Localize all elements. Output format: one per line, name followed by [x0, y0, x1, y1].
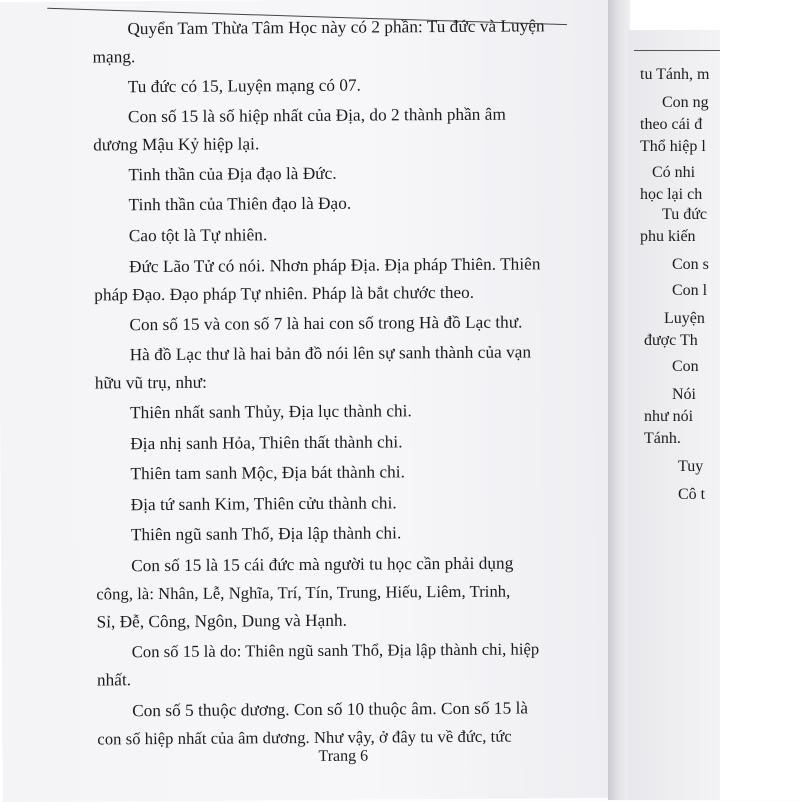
text-line: Tinh thần của Thiên đạo là Đạo. — [128, 193, 352, 215]
text-line: Con s — [672, 256, 709, 273]
text-line: Tu đức — [662, 206, 707, 223]
text-line: Tu đức có 15, Luyện mạng có 07. — [127, 75, 362, 97]
text-line: Tuy — [678, 458, 704, 475]
text-line: Địa nhị sanh Hỏa, Thiên thất thành chi. — [130, 432, 403, 454]
header-rule — [634, 50, 720, 51]
text-line: Tinh thần của Địa đạo là Đức. — [128, 163, 337, 185]
text-line: Đức Lão Tử có nói. Nhơn pháp Địa. Địa pháp Thiên. Thiên — [128, 254, 541, 277]
text-line: Cô t — [678, 486, 706, 503]
text-line: Tánh. — [644, 430, 681, 447]
text-line: Cao tột là Tự nhiên. — [128, 225, 268, 246]
text-line: Hà đồ Lạc thư là hai bản đồ nói lên sự sanh thành của vạn — [129, 342, 532, 365]
text-line: Con số 5 thuộc dương. Con số 10 thuộc âm. Con số 15 là — [132, 698, 529, 721]
text-line: theo cái đ — [640, 116, 703, 133]
book-gutter — [608, 0, 630, 800]
text-line: Con số 15 và con số 7 là hai con số trong Hà đồ Lạc thư. — [129, 312, 523, 335]
text-line: mạng. — [92, 47, 136, 67]
text-line: Con — [672, 358, 699, 375]
background — [720, 0, 800, 800]
text-line: pháp Đạo. Đạo pháp Tự nhiên. Pháp là bắt chước theo. — [94, 282, 475, 305]
text-line: nhất. — [96, 670, 132, 690]
text-line: Địa tứ sanh Kim, Thiên cửu thành chi. — [130, 493, 397, 515]
page-number: Trang 6 — [318, 747, 369, 765]
text-line: Sỉ, Đễ, Công, Ngôn, Dung và Hạnh. — [96, 610, 347, 632]
text-line: Nói — [672, 386, 696, 403]
text-line: Thiên nhất sanh Thủy, Địa lục thành chi. — [130, 401, 412, 423]
text-line: Thổ hiệp l — [640, 138, 706, 155]
text-line: Con ng — [662, 94, 709, 111]
right-book-page — [628, 30, 720, 800]
text-line: Thiên ngũ sanh Thổ, Địa lập thành chi. — [130, 523, 402, 545]
text-line: như nói — [644, 408, 694, 425]
text-line: Luyện — [664, 310, 705, 327]
text-line: được Th — [644, 332, 698, 349]
text-line: phu kiến — [640, 228, 696, 245]
text-line: Thiên tam sanh Mộc, Địa bát thành chi. — [130, 462, 406, 484]
text-line: dương Mậu Kỷ hiệp lại. — [93, 134, 260, 155]
text-line: Quyển Tam Thừa Tâm Học này có 2 phần: Tu đức và Luyện — [127, 16, 545, 39]
text-line: hữu vũ trụ, như: — [94, 372, 208, 393]
text-line: Con l — [672, 282, 708, 299]
text-line: Con số 15 là 15 cái đức mà người tu học cần phải dụng — [131, 553, 514, 576]
text-line: công, là: Nhân, Lễ, Nghĩa, Trí, Tín, Trung, Hiếu, Liêm, Trinh, — [96, 581, 511, 604]
text-line: tu Tánh, m — [640, 66, 710, 83]
text-line: Có nhi — [652, 164, 696, 181]
text-line: con số hiệp nhất của âm dương. Như vậy, ở đây tu về đức, tức — [97, 726, 512, 749]
text-line: Con số 15 là do: Thiên ngũ sanh Thổ, Địa lập thành chi, hiệp — [131, 639, 540, 662]
text-line: Con số 15 là số hiệp nhất của Địa, do 2 thành phần âm — [127, 104, 506, 127]
text-line: học lại ch — [640, 186, 703, 203]
